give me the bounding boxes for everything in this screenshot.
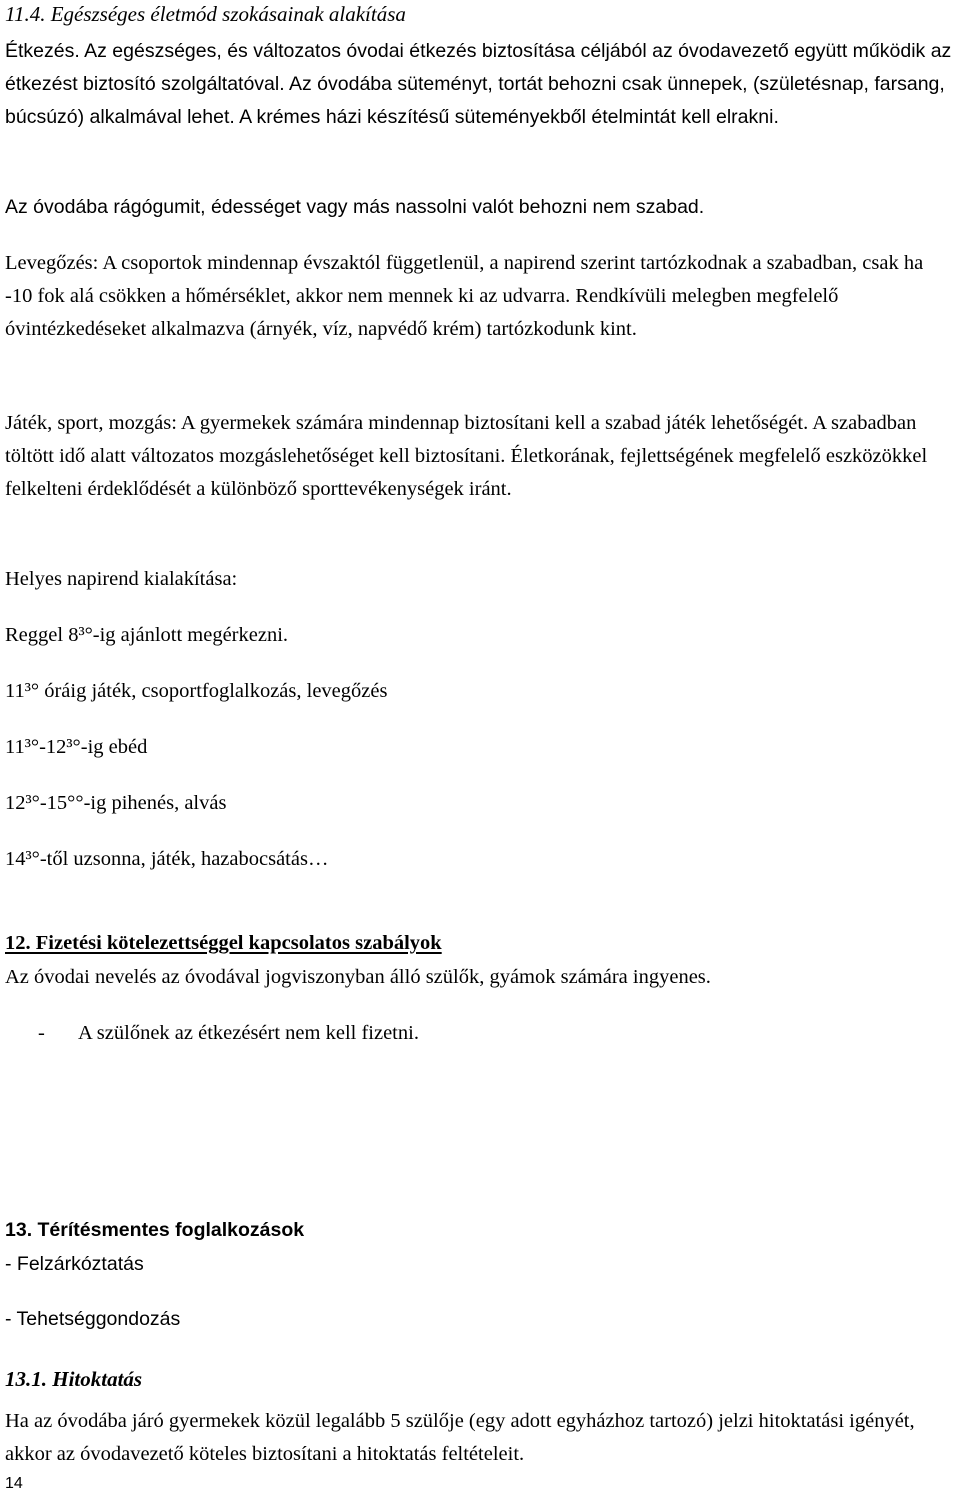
napirend-item: 12³°-15°°-ig pihenés, alvás bbox=[5, 792, 227, 814]
jatek-paragraph: Játék, sport, mozgás: A gyermekek számára mindennap biztosítani kell a szabad játék lehetőségét. A szabadban töltött idő alatt változatos mozgáslehetőséget kell biztosítani. Életkorának, fejlettségének megfelelő eszközökkel felkelteni érdeklődését a különböző sporttevékenységek iránt. bbox=[5, 412, 928, 500]
payment-list-item bbox=[38, 1017, 419, 1050]
list-dash: - bbox=[38, 1022, 45, 1044]
section-13-title: 13. Térítésmentes foglalkozások bbox=[5, 1219, 305, 1241]
section-13-1-title: 13.1. Hitoktatás bbox=[5, 1367, 143, 1391]
page-number: 14 bbox=[5, 1475, 23, 1492]
napirend-heading: Helyes napirend kialakítása: bbox=[5, 568, 238, 590]
napirend-item: 11³°-12³°-ig ebéd bbox=[5, 736, 148, 758]
napirend-item: 11³° óráig játék, csoportfoglalkozás, levegőzés bbox=[5, 680, 388, 702]
napirend-item: 14³°-től uzsonna, játék, hazabocsátás… bbox=[5, 848, 329, 870]
etkezes-paragraph: Étkezés. Az egészséges, és változatos óvodai étkezés biztosítása céljából az óvodavezető együtt működik az étkezést biztosító szolgáltatóval. Az óvodába süteményt, tortát behozni csak ünnepek, (születésnap, farsang, búcsúzó) alkalmával lehet. A krémes házi készítésű süteményekből ételmintát kell elrakni. bbox=[5, 40, 952, 128]
free-activity-item: - Tehetséggondozás bbox=[5, 1308, 181, 1330]
napirend-item: Reggel 8³°-ig ajánlott megérkezni. bbox=[5, 624, 289, 646]
etkezes-restriction-paragraph: Az óvodába rágógumit, édességet vagy más nassolni valót behozni nem szabad. bbox=[5, 196, 705, 218]
free-activity-item: - Felzárkóztatás bbox=[5, 1253, 144, 1275]
hitoktatas-paragraph: Ha az óvodába járó gyermekek közül legalább 5 szülője (egy adott egyházhoz tartozó) jelzi hitoktatási igényét, akkor az óvodavezető köteles biztosítani a hitoktatás feltételeit. bbox=[5, 1410, 915, 1465]
section-12-title: 12. Fizetési kötelezettséggel kapcsolatos szabályok bbox=[5, 932, 442, 954]
section-11-4-title: 11.4. Egészséges életmód szokásainak alakítása bbox=[5, 2, 406, 26]
levegozes-paragraph: Levegőzés: A csoportok mindennap évszaktól függetlenül, a napirend szerint tartózkodnak a szabadban, csak ha -10 fok alá csökken a hőmérséklet, akkor nem mennek ki az udvarra. Rendkívüli melegben megfelelő óvintézkedéseket alkalmazva (árnyék, víz, napvédő krém) tartózkodunk kint. bbox=[5, 252, 924, 340]
section-12-text: Az óvodai nevelés az óvodával jogviszonyban álló szülők, gyámok számára ingyenes. bbox=[5, 966, 711, 988]
payment-list-item-text: A szülőnek az étkezésért nem kell fizetni. bbox=[78, 1022, 419, 1044]
